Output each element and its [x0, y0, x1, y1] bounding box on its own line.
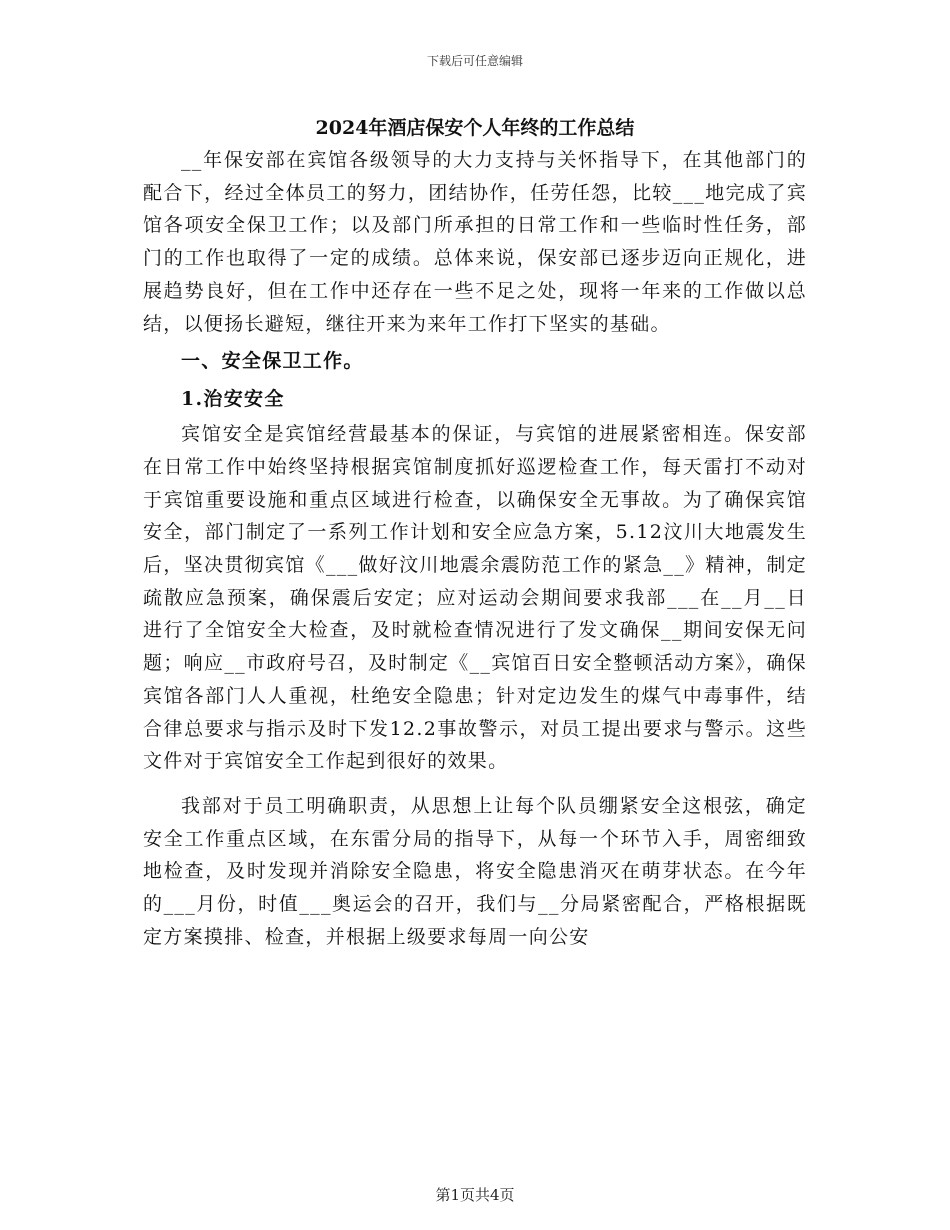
- paragraph-security-1: 宾馆安全是宾馆经营最基本的保证，与宾馆的进展紧密相连。保安部在日常工作中始终坚持根据宾馆制度抓好巡逻检查工作，每天雷打不动对于宾馆重要设施和重点区域进行检查，以确保安全无事故。为了确保宾馆安全，部门制定了一系列工作计划和安全应急方案，5.12汶川大地震发生后，坚决贯彻宾馆《___做好汶川地震余震防范工作的紧急__》精神，制定疏散应急预案，确保震后安定；应对运动会期间要求我部___在__月__日进行了全馆安全大检查，及时就检查情况进行了发文确保__期间安保无问题；响应__市政府号召，及时制定《__宾馆百日安全整顿活动方案》，确保宾馆各部门人人重视，杜绝安全隐患；针对定边发生的煤气中毒事件，结合律总要求与指示及时下发12.2事故警示，对员工提出要求与警示。这些文件对于宾馆安全工作起到很好的效果。: [143, 423, 807, 773]
- document-body: [143, 112, 807, 953]
- subsection-heading-1-1: 1.治安安全: [181, 388, 285, 411]
- document-title: 2024年酒店保安个人年终的工作总结: [315, 117, 635, 139]
- page-number-footer: 第1页共4页: [435, 1186, 515, 1204]
- paragraph-security-2: 我部对于员工明确职责，从思想上让每个队员绷紧安全这根弦，确定安全工作重点区域，在东雷分局的指导下，从每一个环节入手，周密细致地检查，及时发现并消除安全隐患，将安全隐患消灭在萌芽状态。在今年的___月份，时值___奥运会的召开，我们与__分局紧密配合，严格根据既定方案摸排、检查，并根据上级要求每周一向公安: [143, 794, 807, 948]
- page-header-note: 下载后可任意编辑: [426, 54, 523, 68]
- section-heading-1: 一、安全保卫工作。: [181, 350, 364, 373]
- paragraph-intro: __年保安部在宾馆各级领导的大力支持与关怀指导下，在其他部门的配合下，经过全体员工的努力，团结协作，任劳任怨，比较___地完成了宾馆各项安全保卫工作；以及部门所承担的日常工作和一些临时性任务，部门的工作也取得了一定的成绩。总体来说，保安部已逐步迈向正规化，进展趋势良好，但在工作中还存在一些不足之处，现将一年来的工作做以总结，以便扬长避短，继往开来为来年工作打下坚实的基础。: [143, 149, 807, 335]
